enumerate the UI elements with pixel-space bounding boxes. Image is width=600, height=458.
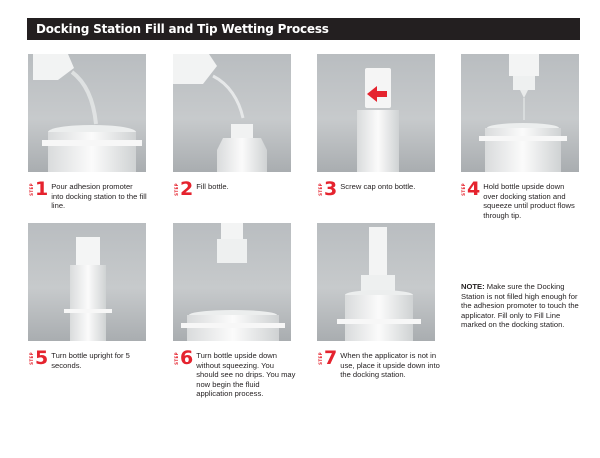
step-3 — [318, 178, 436, 200]
step-description: Turn bottle upside down without squeezing. You should see no drips. You may now begin the fluid application process. — [196, 351, 296, 399]
step-label: STEP — [174, 183, 179, 196]
step-number: 5 — [35, 347, 49, 369]
step-number: 3 — [324, 178, 338, 200]
step-2 — [174, 178, 292, 200]
step-number: 7 — [324, 347, 338, 369]
step-label: STEP — [318, 352, 323, 365]
step-1 — [29, 178, 147, 211]
step-7-photo — [317, 223, 435, 341]
step-number: 1 — [35, 178, 49, 200]
note-box — [461, 282, 579, 330]
step-5-photo — [28, 223, 146, 341]
step-description: Hold bottle upside down over docking station and squeeze until product flows through tip. — [483, 182, 575, 220]
note-text: Make sure the Docking Station is not filled high enough for the adhesion promoter to touch the applicator. Fill only to Fill Line marked on the docking station. — [461, 282, 579, 330]
step-4-photo — [461, 54, 579, 172]
step-4 — [461, 178, 579, 220]
step-7 — [318, 347, 440, 380]
step-description: Fill bottle. — [196, 182, 229, 191]
step-2-photo — [173, 54, 291, 172]
step-1-photo — [28, 54, 146, 172]
note-label: NOTE: — [461, 282, 485, 291]
step-description: Turn bottle upright for 5 seconds. — [51, 351, 130, 370]
page-title: Docking Station Fill and Tip Wetting Process — [27, 18, 580, 40]
step-number: 4 — [467, 178, 481, 200]
step-label: STEP — [174, 352, 179, 365]
step-6 — [174, 347, 296, 399]
step-label: STEP — [461, 183, 466, 196]
step-label: STEP — [29, 352, 34, 365]
step-label: STEP — [318, 183, 323, 196]
step-description: When the applicator is not in use, place it upside down into the docking station. — [340, 351, 440, 380]
step-number: 6 — [180, 347, 194, 369]
step-number: 2 — [180, 178, 194, 200]
step-description: Pour adhesion promoter into docking station to the fill line. — [51, 182, 147, 211]
step-6-photo — [173, 223, 291, 341]
step-description: Screw cap onto bottle. — [340, 182, 416, 191]
step-5 — [29, 347, 147, 370]
step-3-photo — [317, 54, 435, 172]
step-label: STEP — [29, 183, 34, 196]
